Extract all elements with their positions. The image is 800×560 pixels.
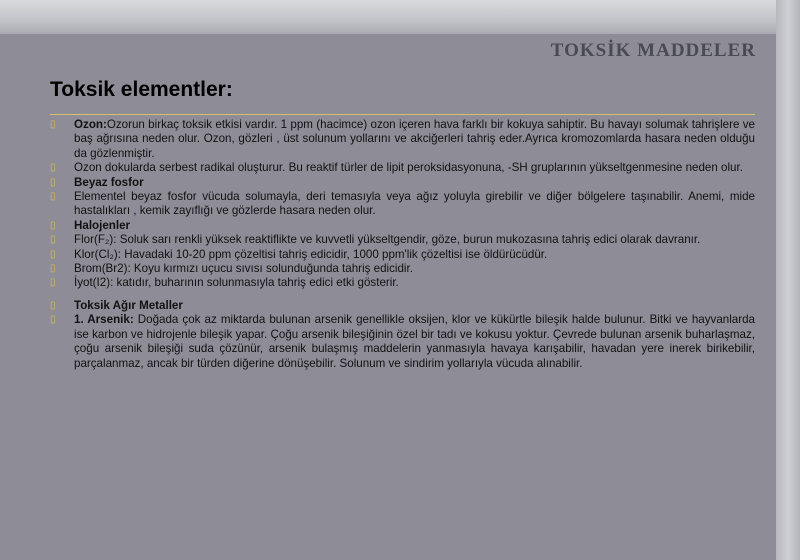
deck-title: TOKSİK MADDELER: [550, 40, 756, 61]
list-item-ozon: [50, 118, 755, 161]
square-bullet-icon: ▯: [50, 234, 56, 246]
square-bullet-icon: ▯: [50, 119, 56, 130]
item-text: Brom(Br2): Koyu kırmızı uçucu sıvısı solunduğunda tahriş edicidir.: [74, 262, 413, 276]
item-label: Halojenler: [74, 218, 131, 232]
square-bullet-icon: ▯: [50, 263, 56, 275]
item-text: Flor(F₂): Soluk sarı renkli yüksek reaktiflikte ve kuvvetli yükseltgendir, göze, burun mukozasına tahriş edici olarak davranır.: [74, 233, 701, 247]
list-item-iyot: [50, 276, 755, 290]
slide-heading: Toksik elementler:: [50, 78, 233, 101]
list-item-beyaz-fosfor: [50, 176, 755, 190]
square-bullet-icon: ▯: [50, 277, 56, 289]
spacer: [50, 291, 755, 299]
list-item-agir-metaller: [50, 299, 755, 313]
item-label: Beyaz fosfor: [74, 175, 144, 189]
list-item-halojenler: [50, 219, 755, 233]
list-item-fosfor-text: [50, 190, 755, 219]
item-label: 1. Arsenik:: [74, 313, 134, 327]
list-item-klor: [50, 248, 755, 262]
top-decorative-bar: [0, 0, 800, 34]
item-text: İyot(I2): katıdır, buharının solunmasıyla tahriş edici etki gösterir.: [74, 276, 399, 290]
right-decorative-band: [776, 0, 800, 560]
square-bullet-icon: ▯: [50, 162, 56, 174]
item-text: Elementel beyaz fosfor vücuda solumayla, deri temasıyla veya ağız yoluyla girebilir ve diğer bölgelere taşınabilir. Anemi, mide hastalıkları , kemik zayıflığı ve gözlerde hasara neden olur.: [74, 190, 755, 218]
list-item-brom: [50, 262, 755, 276]
square-bullet-icon: ▯: [50, 191, 56, 203]
list-item-arsenik: [50, 313, 755, 371]
item-text: Klor(Cl₂): Havadaki 10-20 ppm çözeltisi tahriş edicidir, 1000 ppm'lik çözeltisi ise öldürücüdür.: [74, 247, 548, 261]
item-label: Toksik Ağır Metaller: [74, 298, 183, 312]
bullet-list: [50, 118, 755, 371]
item-text: Ozon dokularda serbest radikal oluşturur. Bu reaktif türler de lipit peroksidasyonuna, -SH gruplarının yükseltgenmesine neden olur.: [74, 161, 743, 175]
square-bullet-icon: ▯: [50, 299, 56, 311]
item-label: Ozon:: [74, 118, 107, 131]
square-bullet-icon: ▯: [50, 314, 56, 326]
item-text: Ozorun birkaç toksik etkisi vardır. 1 ppm (hacimce) ozon içeren hava farklı bir kokuya sahiptir. Bu havayı solumak tahrişlere ve baş ağrısına neden olur. Ozon, gözleri , üst solunum yollarını ve akciğerleri tahriş eder.Ayrıca kromozomlarda hasara neden olduğu da gözlenmiştir.: [74, 118, 755, 160]
list-item-flor: [50, 233, 755, 247]
square-bullet-icon: ▯: [50, 176, 56, 188]
list-item-ozon-radikal: [50, 161, 755, 175]
heading-rule: [50, 114, 755, 115]
square-bullet-icon: ▯: [50, 219, 56, 231]
item-text: Doğada çok az miktarda bulunan arsenik genellikle oksijen, klor ve kükürtle bileşik halde bulunur. Bitki ve hayvanlarda ise karbon ve hidrojenle bileşik yapar. Çoğu arsenik bileşiğinin özel bir tadı ve kokusu yoktur. Çevrede bulunan arsenik buharlaşmaz, çoğu arsenik bileşiği suda çözünür, arsenik bulaşmış maddelerin yanmasıyla havaya karışabilir, havadan yere inerek birikebilir, parçalanmaz, ancak bir türden diğerine dönüşebilir. Solunum ve sindirim yollarıyla vücuda alınabilir.: [74, 313, 755, 370]
square-bullet-icon: ▯: [50, 248, 56, 260]
